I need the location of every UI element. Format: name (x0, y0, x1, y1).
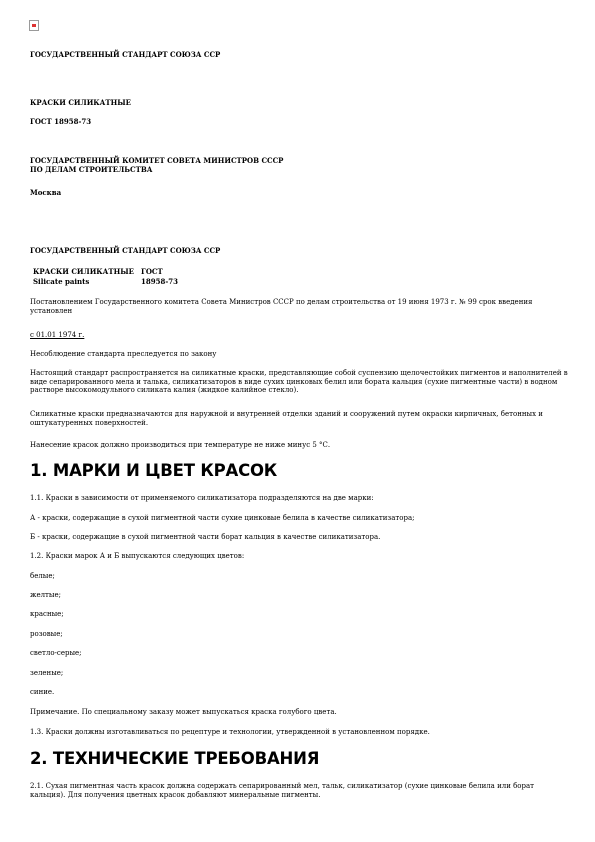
title-table-gost-label: ГОСТ (141, 267, 163, 276)
title-table-gost-number: 18958-73 (141, 277, 178, 286)
color-note: Примечание. По специальному заказу может выпускаться краска голубого цвета. (30, 708, 337, 716)
color-item: красные; (30, 610, 64, 618)
violation-note: Несоблюдение стандарта преследуется по закону (30, 350, 217, 358)
purpose-paragraph: Силикатные краски предназначаются для наружной и внутренней отделки зданий и сооружений путем окраски кирпичных, бетонных и оштукатуренных поверхностей. (30, 410, 543, 427)
city: Москва (30, 188, 62, 197)
section-1-heading: 1. МАРКИ И ЦВЕТ КРАСОК (30, 461, 278, 480)
gost-number: ГОСТ 18958-73 (30, 117, 92, 126)
section-2-heading: 2. ТЕХНИЧЕСКИЕ ТРЕБОВАНИЯ (30, 749, 320, 768)
standard-line-bottom: ГОСУДАРСТВЕННЫЙ СТАНДАРТ СОЮЗА ССР (30, 246, 221, 255)
mark-a: А - краски, содержащие в сухой пигментной части сухие цинковые белила в качестве силикатизатора; (30, 514, 415, 522)
committee-line-2: ПО ДЕЛАМ СТРОИТЕЛЬСТВА (30, 165, 153, 174)
paragraph-1-1: 1.1. Краски в зависимости от применяемого силикатизатора подразделяются на две марки: (30, 494, 374, 502)
temperature-paragraph: Нанесение красок должно производиться при температуре не ниже минус 5 °С. (30, 441, 331, 449)
color-item: розовые; (30, 630, 63, 638)
broken-image-icon (29, 20, 39, 31)
paragraph-1-3: 1.3. Краски должны изготавливаться по рецептуре и технологии, утвержденной в установленном порядке. (30, 728, 430, 736)
scope-paragraph: Настоящий стандарт распространяется на силикатные краски, представляющие собой суспензию щелочестойких пигментов и наполнителей в виде сепарированного мела и талька, силикатизаторов в виде сухих цинковых белил или бората кальция (сухие пигментные части) в водном растворе высокомодульного силиката калия (жидкое калийное стекло). (30, 369, 568, 394)
color-item: желтые; (30, 591, 61, 599)
paragraph-2-1: 2.1. Сухая пигментная часть красок должна содержать сепарированный мел, тальк, силикатизатор (сухие цинковые белила или борат кальция). Для получения цветных красок добавляют минеральные пигменты. (30, 782, 535, 799)
color-item: светло-серые; (30, 649, 82, 657)
paragraph-1-2: 1.2. Краски марок А и Б выпускаются следующих цветов: (30, 552, 245, 560)
document-title: КРАСКИ СИЛИКАТНЫЕ (30, 98, 131, 107)
standard-line-top: ГОСУДАРСТВЕННЫЙ СТАНДАРТ СОЮЗА ССР (30, 50, 221, 59)
decree-paragraph: Постановлением Государственного комитета Совета Министров СССР по делам строительства от 19 июня 1973 г. № 99 срок введения установлен (30, 298, 533, 315)
color-item: синие. (30, 688, 55, 696)
color-item: зеленые; (30, 669, 64, 677)
color-item: белые; (30, 572, 55, 580)
committee-line-1: ГОСУДАРСТВЕННЫЙ КОМИТЕТ СОВЕТА МИНИСТРОВ СССР (30, 156, 284, 165)
title-table-name-ru: КРАСКИ СИЛИКАТНЫЕ (33, 267, 134, 276)
effective-date: с 01.01 1974 г. (30, 331, 85, 339)
mark-b: Б - краски, содержащие в сухой пигментной части борат кальция в качестве силикатизатора. (30, 533, 381, 541)
title-table-name-en: Silicate paints (33, 277, 90, 286)
